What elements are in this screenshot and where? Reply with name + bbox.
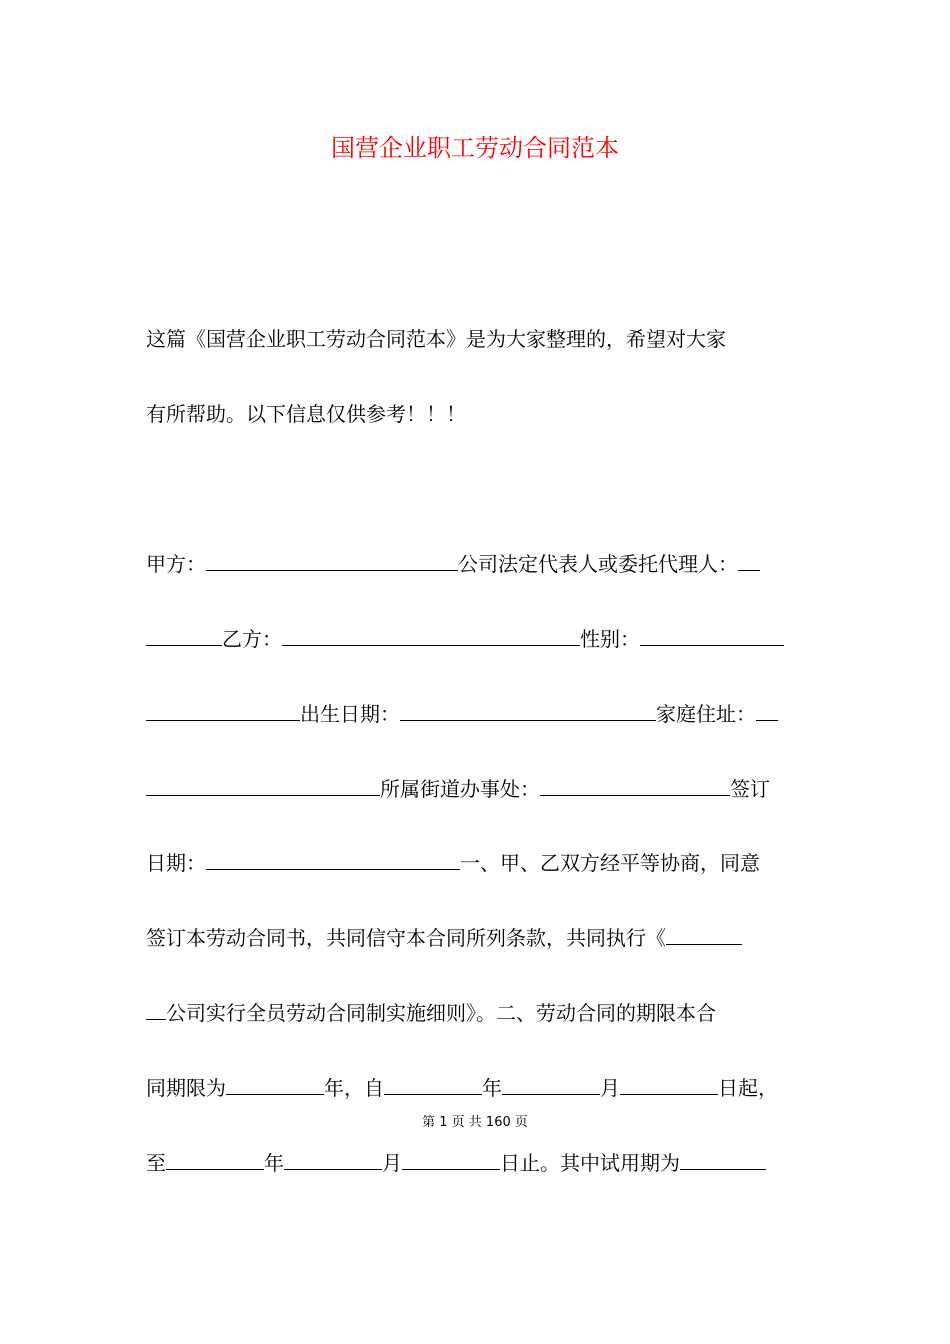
birth-date-blank: [400, 698, 656, 721]
clause-1-text: 一、甲、乙双方经平等协商，同意: [460, 851, 760, 875]
contract-line-5: [146, 847, 826, 878]
signing-label: 签订: [730, 777, 770, 801]
until-label: 至: [146, 1151, 166, 1175]
contract-line-3: [146, 698, 826, 729]
contract-line-2: [146, 623, 826, 654]
party-b-blank: [282, 623, 580, 646]
legal-rep-blank: [738, 548, 760, 571]
end-day-blank: [402, 1147, 500, 1170]
signing-date-blank: [206, 847, 460, 870]
legal-rep-label: 公司法定代表人或委托代理人：: [458, 552, 738, 576]
gender-blank: [640, 623, 784, 646]
gender-blank-cont: [146, 698, 300, 721]
intro-line-1: 这篇《国营企业职工劳动合同范本》是为大家整理的，希望对大家: [146, 327, 726, 351]
legal-rep-blank-cont: [146, 623, 222, 646]
clause-2-text: 公司实行全员劳动合同制实施细则》。二、劳动合同的期限本合: [166, 1001, 716, 1025]
contract-line-6: [146, 922, 826, 953]
start-year-label: 年: [482, 1076, 502, 1100]
party-a-blank: [206, 548, 458, 571]
term-label: 同期限为: [146, 1076, 226, 1100]
probation-label: 日止。其中试用期为: [500, 1151, 680, 1175]
term-years-blank: [226, 1072, 324, 1095]
street-office-label: 所属街道办事处：: [380, 777, 540, 801]
end-month-label: 月: [382, 1151, 402, 1175]
contract-line-9: [146, 1147, 826, 1178]
end-year-label: 年: [264, 1151, 284, 1175]
document-title: 国营企业职工劳动合同范本: [331, 134, 619, 162]
page-number: 第 1 页 共 160 页: [422, 1115, 528, 1130]
start-month-label: 月: [600, 1076, 620, 1100]
gender-label: 性别：: [580, 627, 640, 651]
contract-line-7: [146, 997, 826, 1028]
year-from-label: 年，自: [324, 1076, 384, 1100]
clause-1-cont: 签订本劳动合同书，共同信守本合同所列条款，共同执行《: [146, 926, 666, 950]
start-day-label: 日起，: [718, 1076, 778, 1100]
start-day-blank: [620, 1072, 718, 1095]
contract-line-4: [146, 773, 826, 804]
intro-line-2: 有所帮助。以下信息仅供参考！！！: [146, 402, 466, 426]
home-address-label: 家庭住址：: [656, 702, 756, 726]
start-month-blank: [502, 1072, 600, 1095]
company-name-blank-cont: [146, 997, 166, 1020]
probation-blank: [680, 1147, 766, 1170]
birth-date-label: 出生日期：: [300, 702, 400, 726]
company-name-blank: [666, 922, 742, 945]
home-address-blank: [756, 698, 778, 721]
contract-line-1: [146, 548, 826, 579]
end-month-blank: [284, 1147, 382, 1170]
party-a-label: 甲方：: [146, 552, 206, 576]
home-address-blank-cont: [146, 773, 380, 796]
street-office-blank: [540, 773, 730, 796]
party-b-label: 乙方：: [222, 627, 282, 651]
contract-line-8: [146, 1072, 826, 1103]
end-year-blank: [166, 1147, 264, 1170]
date-label: 日期：: [146, 851, 206, 875]
start-year-blank: [384, 1072, 482, 1095]
